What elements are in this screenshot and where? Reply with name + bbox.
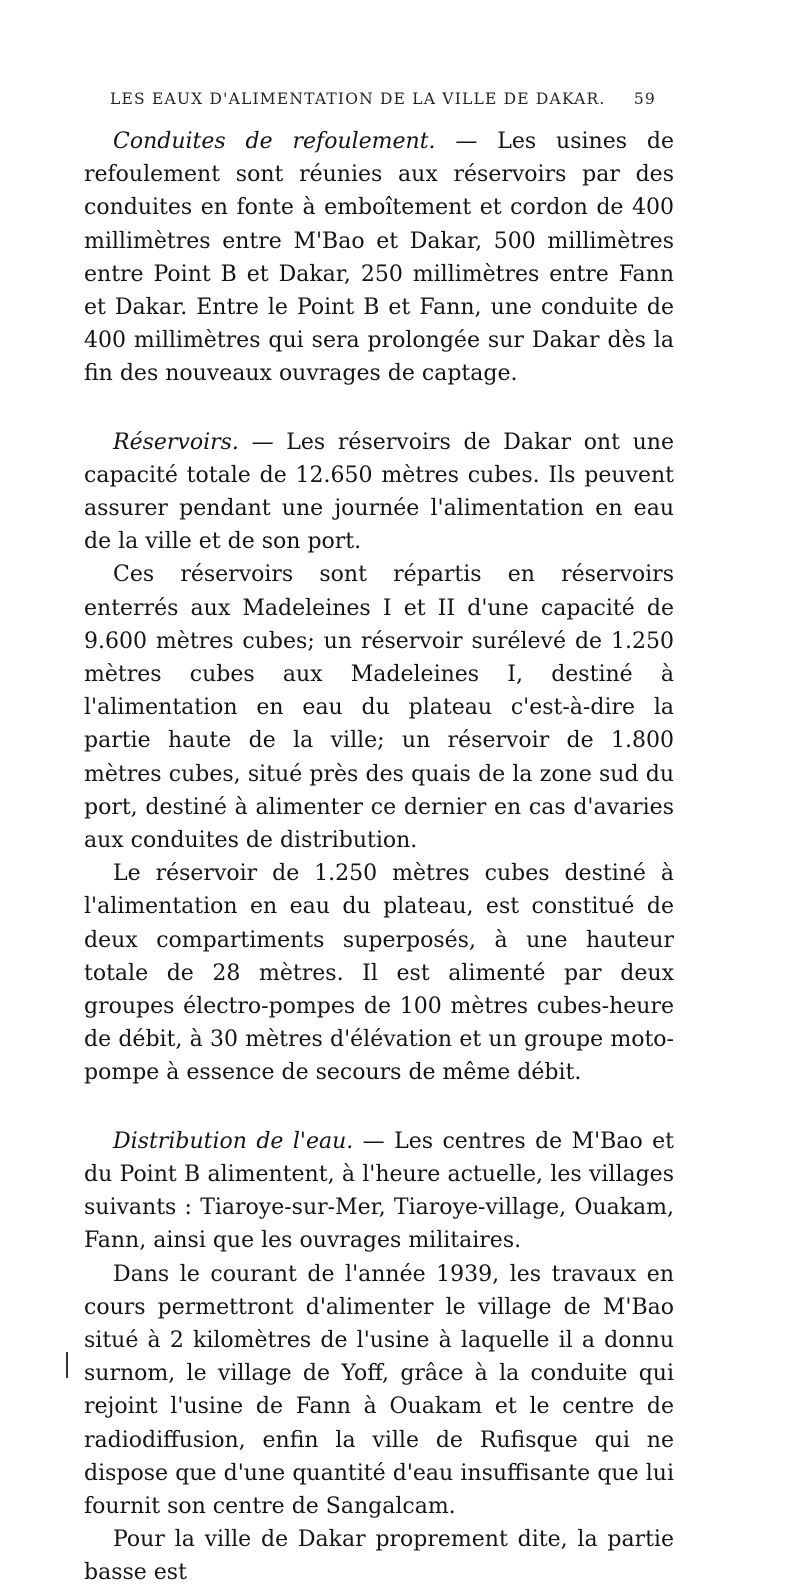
paragraph-travaux-1939 bbox=[84, 1258, 674, 1524]
section-title-reservoirs: Réservoirs. bbox=[113, 429, 239, 455]
paragraph-text: — Les usines de refoulement sont réunies aux réservoirs par des conduites en fonte à emboîtement et cordon de 400 millimètres entre M'Bao et Dakar, 500 millimètres entre Point B et Dakar, 250 millimètres entre Fann et Dakar. Entre le Point B et Fann, une conduite de 400 millimètres qui sera prolongée sur Dakar dès la fin des nouveaux ouvrages de captage. bbox=[84, 129, 674, 387]
page-header bbox=[110, 90, 656, 114]
paragraph-reservoir-plateau bbox=[84, 857, 674, 1089]
scan-margin-mark bbox=[66, 1352, 68, 1378]
paragraph-text: Ces réservoirs sont répartis en réservoirs enterrés aux Madeleines I et II d'une capacité de 9.600 mètres cubes; un réservoir surélevé de 1.250 mètres cubes aux Madeleines I, destiné à l'alimentation en eau du plateau c'est-à-dire la partie haute de la ville; un réservoir de 1.800 mètres cubes, situé près des quais de la zone sud du port, destiné à alimenter ce dernier en cas d'avaries aux conduites de distribution. bbox=[84, 562, 674, 854]
paragraph-reservoirs-details bbox=[84, 558, 674, 857]
running-title: LES EAUX D'ALIMENTATION DE LA VILLE DE DAKAR. bbox=[110, 90, 606, 108]
section-title-conduites: Conduites de refoulement. bbox=[113, 129, 436, 154]
paragraph-text: Dans le courant de l'année 1939, les travaux en cours permettront d'alimenter le village de M'Bao situé à 2 kilomètres de l'usine à laquelle il a donnu surnom, le village de Yoff, grâce à la conduite qui rejoint l'usine de Fann à Ouakam et le centre de radiodiffusion, enfin la ville de Rufisque qui ne dispose que d'une quantité d'eau insuffisante que lui fournit son centre de Sangalcam. bbox=[84, 1261, 674, 1519]
paragraph-conduites bbox=[84, 125, 674, 391]
paragraph-ville-dakar bbox=[84, 1523, 674, 1589]
page-number: 59 bbox=[633, 90, 656, 108]
section-title-distribution: Distribution de l'eau. bbox=[113, 1128, 354, 1154]
paragraph-distribution bbox=[84, 1125, 674, 1258]
body-text bbox=[84, 125, 674, 1590]
paragraph-reservoirs bbox=[84, 426, 674, 559]
paragraph-text: Le réservoir de 1.250 mètres cubes destiné à l'alimentation en eau du plateau, est constitué de deux compartiments superposés, à une hauteur totale de 28 mètres. Il est alimenté par deux groupes électro-pompes de 100 mètres cubes-heure de débit, à 30 mètres d'élévation et un groupe moto-pompe à essence de secours de même débit. bbox=[84, 861, 674, 1086]
paragraph-text: Pour la ville de Dakar proprement dite, la partie basse est bbox=[84, 1527, 674, 1586]
paragraph-text: — Les centres de M'Bao et du Point B alimentent, à l'heure actuelle, les villages suivants : Tiaroye-sur-Mer, Tiaroye-village, Ouakam, Fann, ainsi que les ouvrages militaires. bbox=[84, 1128, 674, 1254]
paragraph-text: — Les réservoirs de Dakar ont une capacité totale de 12.650 mètres cubes. Ils peuvent assurer pendant une journée l'alimentation en eau de la ville et de son port. bbox=[84, 429, 674, 555]
